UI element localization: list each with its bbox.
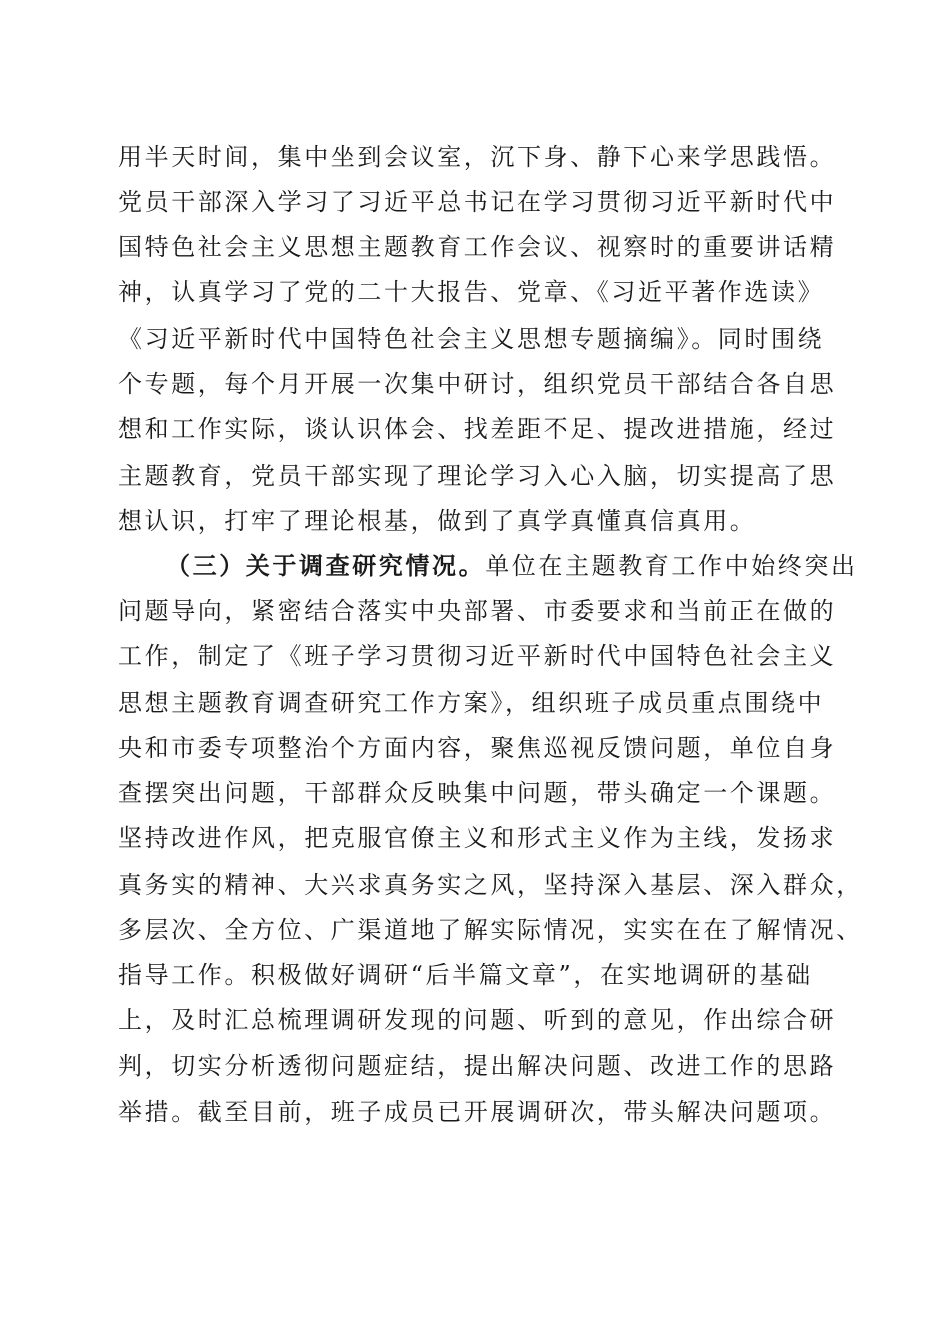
section-heading: （三）关于调查研究情况。 [166,551,486,580]
paragraph-2-line-10: 指导工作。积极做好调研“后半篇文章”，在实地调研的基础 [118,961,813,989]
paragraph-1-line-3: 国特色社会主义思想主题教育工作会议、视察时的重要讲话精 [118,233,837,261]
paragraph-1-line-5: 《习近平新时代中国特色社会主义思想专题摘编》。同时围绕 [118,325,825,353]
paragraph-2-line-12: 判，切实分析透彻问题症结，提出解决问题、改进工作的思路 [118,1052,837,1080]
paragraph-2-line-9: 多层次、全方位、广渠道地了解实际情况，实实在在了解情况、 [118,916,863,944]
paragraph-2-line-13: 举措。截至目前，班子成员已开展调研次，带头解决问题项。 [118,1098,837,1126]
paragraph-2-line-8: 真务实的精神、大兴求真务实之风，坚持深入基层、深入群众， [118,871,863,899]
paragraph-2-line-7: 坚持改进作风，把克服官僚主义和形式主义作为主线，发扬求 [118,824,837,852]
paragraph-2-line-2: 问题导向，紧密结合落实中央部署、市委要求和当前正在做的 [118,597,837,625]
paragraph-1-line-4: 神，认真学习了党的二十大报告、党章、《习近平著作选读》 [118,278,825,306]
paragraph-2-line-11: 上，及时汇总梳理调研发现的问题、听到的意见，作出综合研 [118,1006,837,1034]
paragraph-2-line-6: 查摆突出问题，干部群众反映集中问题，带头确定一个课题。 [118,779,837,807]
paragraph-2-line-5: 央和市委专项整治个方面内容，聚焦巡视反馈问题，单位自身 [118,734,837,762]
paragraph-1-line-8: 主题教育，党员干部实现了理论学习入心入脑，切实提高了思 [118,462,837,490]
paragraph-1-line-6: 个专题，每个月开展一次集中研讨，组织党员干部结合各自思 [118,370,837,398]
paragraph-2-line-3: 工作，制定了《班子学习贯彻习近平新时代中国特色社会主义 [118,642,837,670]
paragraph-1-line-9: 想认识，打牢了理论根基，做到了真学真懂真信真用。 [118,507,757,535]
paragraph-1-line-1: 用半天时间，集中坐到会议室，沉下身、静下心来学思践悟。 [118,143,837,171]
paragraph-2-line-4: 思想主题教育调查研究工作方案》，组织班子成员重点围绕中 [118,689,825,717]
paragraph-2-first-line-text: 单位在主题教育工作中始终突出 [485,552,858,580]
paragraph-1-line-2: 党员干部深入学习了习近平总书记在学习贯彻习近平新时代中 [118,188,837,216]
paragraph-2-first-line [166,546,858,586]
paragraph-1-line-7: 想和工作实际，谈认识体会、找差距不足、提改进措施，经过 [118,415,837,443]
